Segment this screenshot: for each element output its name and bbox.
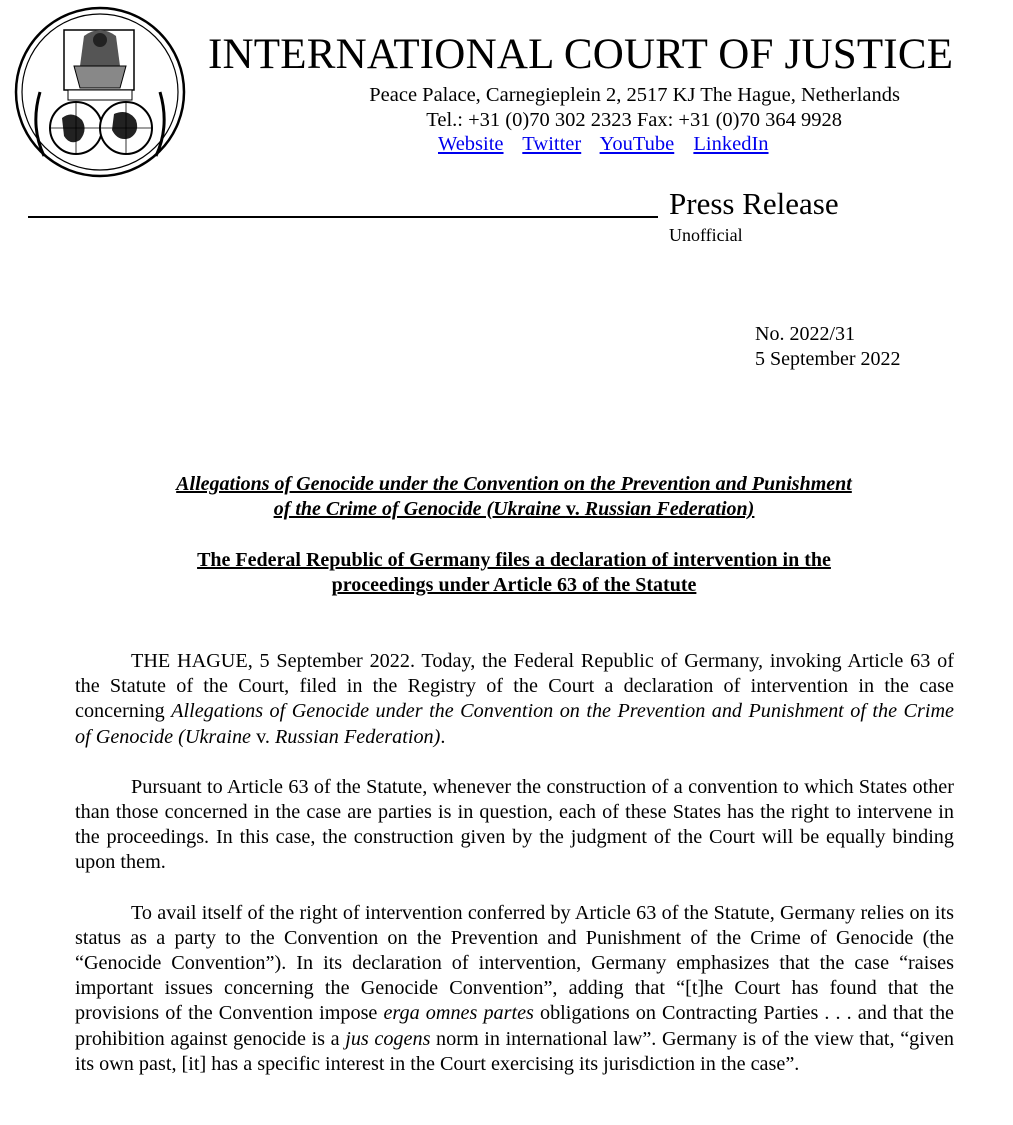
reference-number: No. 2022/31 (755, 323, 855, 345)
press-release-subtitle: Unofficial (669, 225, 743, 245)
icj-seal-logo (14, 6, 186, 178)
press-release-title: Press Release (669, 186, 839, 221)
paragraph-3: To avail itself of the right of intervention conferred by Article 63 of the Statute, Germany relies on its status as a party to the Convention on the Prevention and Punishment of the Crime of Genocide (the “Genocide Convention”). In its declaration of intervention, Germany emphasizes that the case “raises important issues concerning the Genocide Convention”, adding that “[t]he Court has found that the provisions of the Convention impose erga omnes partes obligations on Contracting Parties . . . and that the prohibition against genocide is a jus cogens norm in international law”. Germany is of the view that, “given its own past, [it] has a specific interest in the Court exercising its jurisdiction in the case”. (75, 901, 955, 1075)
reference-block (755, 322, 901, 372)
link-linkedin[interactable]: LinkedIn (693, 133, 769, 155)
case-title-line2: of the Crime of Genocide (Ukraine v. Russian Federation) (273, 498, 755, 520)
subheading-line2: proceedings under Article 63 of the Statute (331, 574, 697, 596)
court-phone-fax: Tel.: +31 (0)70 302 2323 Fax: +31 (0)70 364 9928 (426, 109, 842, 131)
link-twitter[interactable]: Twitter (522, 133, 582, 155)
header-rule-divider (28, 216, 658, 218)
header-links (438, 131, 798, 157)
paragraph-2: Pursuant to Article 63 of the Statute, whenever the construction of a convention to which States other than those concerned in the case are parties is in question, each of these States has the right to intervene in the proceedings. In this case, the construction given by the judgment of the Court will be equally binding upon them. (75, 775, 954, 874)
paragraph-1: THE HAGUE, 5 September 2022. Today, the Federal Republic of Germany, invoking Article 63 of the Statute of the Court, filed in the Registry of the Court a declaration of intervention in the case concerning Allegations of Genocide under the Convention on the Prevention and Punishment of the Crime of Genocide (Ukraine v. Russian Federation). (75, 650, 954, 748)
case-title-line1: Allegations of Genocide under the Convention on the Prevention and Punishment (176, 473, 852, 495)
reference-date: 5 September 2022 (755, 348, 901, 370)
press-subheading (70, 548, 958, 598)
subheading-line1: The Federal Republic of Germany files a declaration of intervention in the (197, 549, 831, 571)
press-body (75, 649, 954, 1102)
link-website[interactable]: Website (438, 133, 504, 155)
case-title (70, 472, 958, 522)
court-address: Peace Palace, Carnegieplein 2, 2517 KJ The Hague, Netherlands (369, 84, 900, 106)
court-name-heading: INTERNATIONAL COURT OF JUSTICE (208, 31, 954, 78)
link-youtube[interactable]: YouTube (599, 133, 675, 155)
